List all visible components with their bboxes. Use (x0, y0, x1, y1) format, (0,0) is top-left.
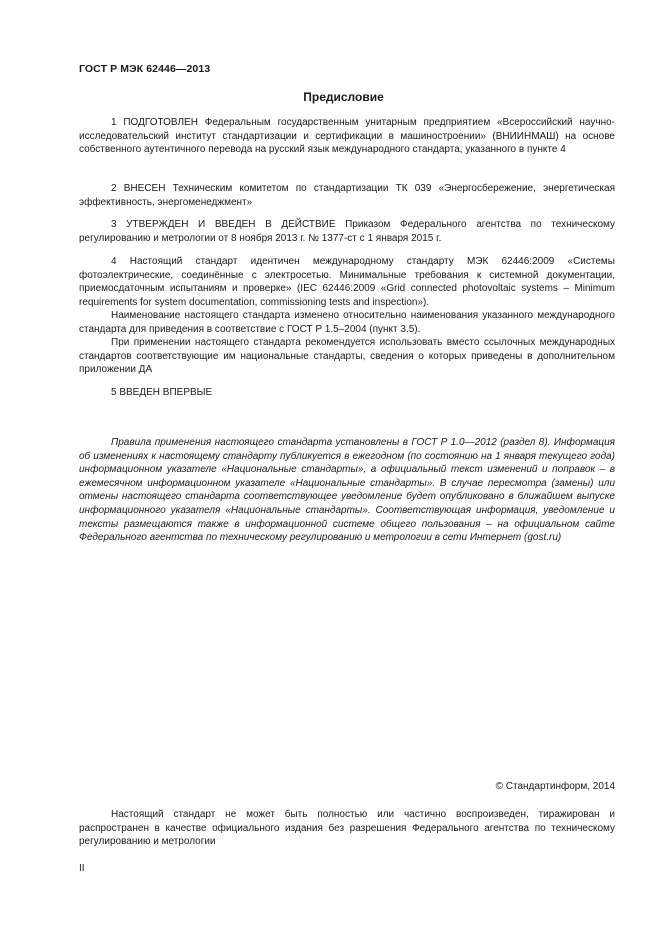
paragraph-3-approved: 3 УТВЕРЖДЕН И ВВЕДЕН В ДЕЙСТВИЕ Приказом Федерального агентства по техническому регулированию и метрологии от 8 ноября 2013 г. № 1377-ст с 1 января 2015 г. (79, 219, 615, 244)
reproduction-notice: Настоящий стандарт не может быть полностью или частично воспроизведен, тиражирован и распространен в качестве официального издания без разрешения Федерального агентства по техническому регулированию и метрологии (79, 809, 615, 848)
paragraph-4-references: При применении настоящего стандарта рекомендуется использовать вместо ссылочных международных стандартов соответствующие им национальные стандарты, сведения о которых приведены в дополнительном приложении ДА (79, 337, 615, 376)
copyright-line: © Стандартинформ, 2014 (495, 781, 615, 792)
application-rules-notice: Правила применения настоящего стандарта установлены в ГОСТ Р 1.0—2012 (раздел 8). Информация об изменениях к настоящему стандарту публикуется в ежегодном (по состоянию на 1 января текущего года) информационном указателе «Национальные стандарты», а официальный текст изменений и поправок – в ежемесячном информационном указателе «Национальные стандарты». В случае пересмотра (замены) или отмены настоящего стандарта соответствующее уведомление будет опубликовано в ближайшем выпуске информационного указателя «Национальные стандарты». Соответствующая информация, уведомление и тексты размещаются также в информационной системе общего пользования – на официальном сайте Федерального агентства по техническому регулированию и метрологии в сети Интернет (gost.ru) (79, 437, 615, 544)
standard-code-header: ГОСТ Р МЭК 62446—2013 (79, 63, 211, 75)
page-number: II (79, 863, 85, 874)
paragraph-5-first-introduced: 5 ВВЕДЕН ВПЕРВЫЕ (111, 387, 213, 398)
paragraph-1-prepared: 1 ПОДГОТОВЛЕН Федеральным государственным унитарным предприятием «Всероссийский научно-исследовательский институт стандартизации и сертификации в машиностроении» (ВНИИНМАШ) на основе собственного аутентичного перевода на русский язык международного стандарта, указанного в пункте 4 (79, 117, 615, 156)
paragraph-4-identical: 4 Настоящий стандарт идентичен международному стандарту МЭК 62446:2009 «Системы фотоэлектрические, соединённые с электросетью. Минимальные требования к системной документации, приемосдаточным испытаниям и проверке» (IEC 62446:2009 «Grid connected photovoltaic systems – Minimum requirements for system documentation, commissioning tests and inspection»). (79, 256, 615, 308)
paragraph-4-name-change: Наименование настоящего стандарта изменено относительно наименования указанного международного стандарта для приведения в соответствие с ГОСТ Р 1.5–2004 (пункт 3.5). (79, 310, 615, 335)
page-title: Предисловие (303, 90, 384, 104)
paragraph-2-introduced: 2 ВНЕСЕН Техническим комитетом по стандартизации ТК 039 «Энергосбережение, энергетическая эффективность, энергоменеджмент» (79, 183, 615, 208)
